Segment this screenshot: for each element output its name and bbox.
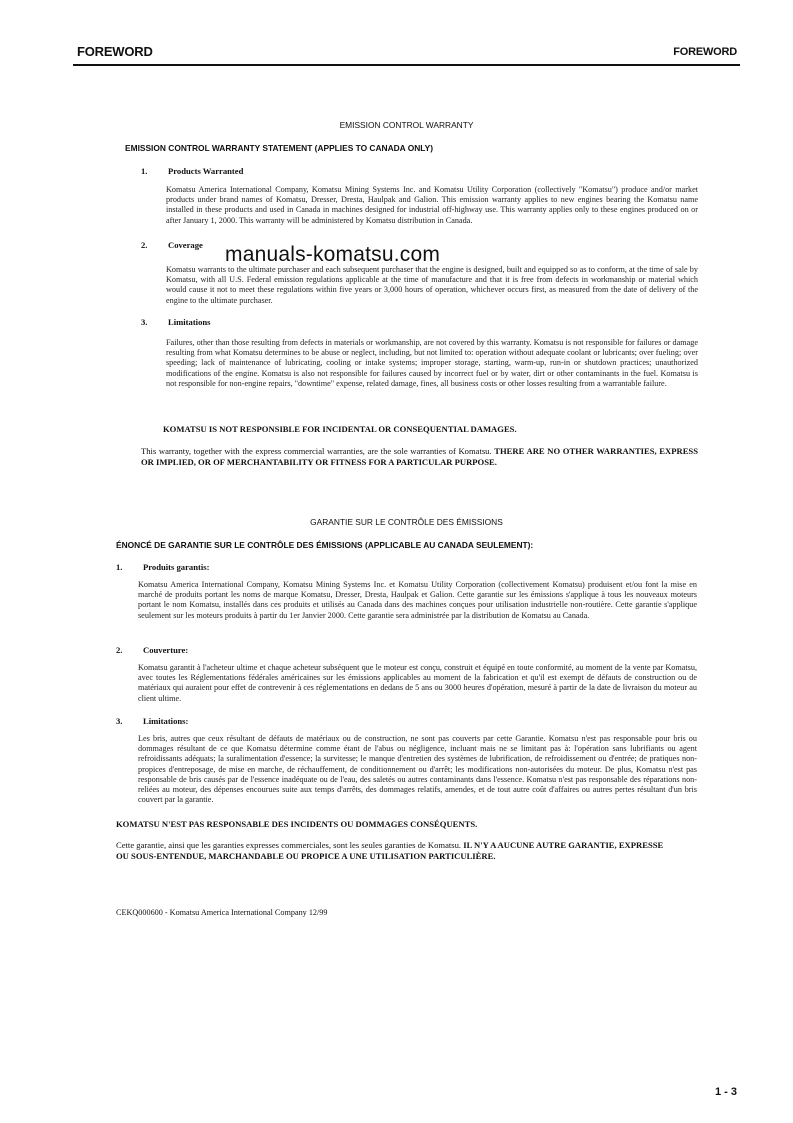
french-section-1-heading bbox=[116, 562, 209, 572]
english-title: EMISSION CONTROL WARRANTY bbox=[339, 120, 474, 130]
french-section-3-heading bbox=[116, 716, 188, 726]
closing-bold-text: THERE ARE NO OTHER WARRANTIES, EXPRESS OR IMPLIED, OR OF MERCHANTABILITY OR FITNESS FOR A PARTICULAR PURPOSE. bbox=[141, 446, 698, 467]
closing-text: Cette garantie, ainsi que les garanties expresses commerciales, sont les seules garanties de Komatsu. bbox=[116, 840, 462, 850]
english-section-1-body: Komatsu America International Company, Komatsu Mining Systems Inc. and Komatsu Utility Corporation (collectively "Komatsu") produce and/or market products under brand names of Komatsu, Dresser, Dresta, Haulpak and Galion. This emission warranty applies to new engines bearing the Komatsu name installed in these products and used in Canada in machines designed for industrial off-highway use. This warranty applies only to these engines produced on or after January 1, 2000. This warranty will be administered by Komatsu distribution in Canada. bbox=[166, 185, 698, 225]
section-title: Produits garantis: bbox=[143, 562, 210, 572]
english-section-3-heading bbox=[141, 317, 211, 327]
running-header-left: FOREWORD bbox=[77, 44, 153, 59]
section-title: Limitations bbox=[168, 317, 211, 327]
page-number: 1 - 3 bbox=[714, 1086, 737, 1098]
french-closing bbox=[116, 840, 676, 861]
watermark: manuals-komatsu.com bbox=[225, 243, 441, 266]
section-number: 3. bbox=[116, 716, 123, 726]
header-rule bbox=[73, 64, 740, 66]
french-title: GARANTIE SUR LE CONTRÔLE DES ÉMISSIONS bbox=[310, 517, 503, 527]
closing-bold-text: IL N'Y A AUCUNE AUTRE GARANTIE, EXPRESSE OU SOUS-ENTENDUE, MARCHANDABLE OU PROPICE A UNE UTILISATION PARTICULIÈRE. bbox=[116, 840, 664, 861]
french-section-2-body: Komatsu garantit à l'acheteur ultime et chaque acheteur subséquent que le moteur est conçu, construit et équipé en toute conformité, au moment de la vente par Komatsu, avec toutes les Réglementations fédérales américaines sur les émissions applicables au moment de la fabrication et qu'il est exempt de défauts de construction ou de matériaux qui auraient pour effet de contrevenir à ces réglementations en dedans de 5 ans ou 3000 heures d'opération, mesuré à partir de la date de livraison du moteur au client ultime. bbox=[138, 663, 697, 703]
french-section-2-heading bbox=[116, 645, 188, 655]
french-statement: ÉNONCÉ DE GARANTIE SUR LE CONTRÔLE DES ÉMISSIONS (APPLICABLE AU CANADA SEULEMENT): bbox=[116, 540, 534, 550]
english-closing bbox=[141, 446, 698, 467]
english-section-1-heading bbox=[141, 166, 243, 176]
french-section-3-body: Les bris, autres que ceux résultant de défauts de matériaux ou de construction, ne sont pas couverts par cette Garantie. Komatsu n'est pas responsable pour bris ou dommages résultant de ce que Komatsu détermine comme étant de l'abus ou négligence, incluant mais ne se limitant pas à: l'opération sans lubrifiants ou agent refroidissants adéquats; la suralimentation d'essence; la survitesse; le manque d'entretien des systèmes de lubrification, de refroidissement ou d'entrée; de pratiques non-propices d'entreposage, de mise en marche, de réchauffement, de conditionnement ou d'arrêt; les modifications non-autorisées du moteur. De plus, Komatsu n'est pas responsable de bris causés par de l'essence inadéquate ou de l'eau, des saletés ou autres contaminants dans l'essence. Komatsu n'est pas responsable des réparations non-reliées au moteur, des dépenses encourues suite aux temps d'arrêts, des dommages relatifs, amendes, et de tout autre coût d'affaires ou autres pertes résultant d'un bris couvert par la garantie. bbox=[138, 734, 697, 805]
section-title: Limitations: bbox=[143, 716, 189, 726]
section-number: 1. bbox=[116, 562, 123, 572]
closing-text: This warranty, together with the express commercial warranties, are the sole warranties of Komatsu. bbox=[141, 446, 492, 456]
section-title: Coverage bbox=[168, 240, 203, 250]
english-statement: EMISSION CONTROL WARRANTY STATEMENT (APPLIES TO CANADA ONLY) bbox=[125, 143, 434, 153]
section-title: Couverture: bbox=[143, 645, 189, 655]
english-section-3-body: Failures, other than those resulting from defects in materials or workmanship, are not covered by this warranty. Komatsu is not responsible for failures or damage resulting from what Komatsu determines to be abuse or neglect, including, but not limited to: operation without adequate coolant or lubricants; over fueling; over speeding; lack of maintenance of lubricating, cooling or intake systems; improper storage, starting, warm-up, run-in or shutdown practices; unauthorized modifications of the engine. Komatsu is also not responsible for failures caused by incorrect fuel or by water, dirt or other contaminants in the fuel. Komatsu is not responsible for non-engine repairs, "downtime" expense, related damage, fines, all business costs or other losses resulting from a warrantable failure. bbox=[166, 338, 698, 388]
french-disclaimer: KOMATSU N'EST PAS RESPONSABLE DES INCIDENTS OU DOMMAGES CONSÉQUENTS. bbox=[116, 819, 478, 829]
french-section-1-body: Komatsu America International Company, Komatsu Mining Systems Inc. et Komatsu Utility Corporation (collectivement Komatsu) produisent et/ou font la mise en marché de produits portant les noms de marque Komatsu, Dresser, Dresta, Haulpak et Galion. Cette garantie sur les émissions s'applique à tous les nouveaux moteurs portant le nom Komatsu, installés dans ces produits et utilisés au Canada dans des machines conçues pour utilisation industrielle non-routière. Cette garantie s'applique seulement sur les moteurs produits à partir du 1er Janvier 2000. Cette garantie sera administrée par la distribution de Komatsu au Canada. bbox=[138, 580, 697, 620]
section-number: 3. bbox=[141, 317, 148, 327]
english-disclaimer: KOMATSU IS NOT RESPONSIBLE FOR INCIDENTAL OR CONSEQUENTIAL DAMAGES. bbox=[163, 424, 517, 434]
section-number: 2. bbox=[116, 645, 123, 655]
document-reference: CEKQ000600 - Komatsu America International Company 12/99 bbox=[116, 908, 328, 917]
section-number: 1. bbox=[141, 166, 148, 176]
english-section-2-heading bbox=[141, 240, 203, 250]
section-number: 2. bbox=[141, 240, 148, 250]
english-section-2-body: Komatsu warrants to the ultimate purchaser and each subsequent purchaser that the engine is designed, built and equipped so as to conform, at the time of sale by Komatsu, with all U.S. Federal emission regulations applicable at the time of manufacture and that it is free from defects in workmanship or material which would cause it not to meet these regulations within five years or 3,000 hours of operation, whichever occurs first, as measured from the date of delivery of the engine to the ultimate purchaser. bbox=[166, 265, 698, 305]
running-header-right: FOREWORD bbox=[673, 46, 737, 58]
section-title: Products Warranted bbox=[168, 166, 244, 176]
